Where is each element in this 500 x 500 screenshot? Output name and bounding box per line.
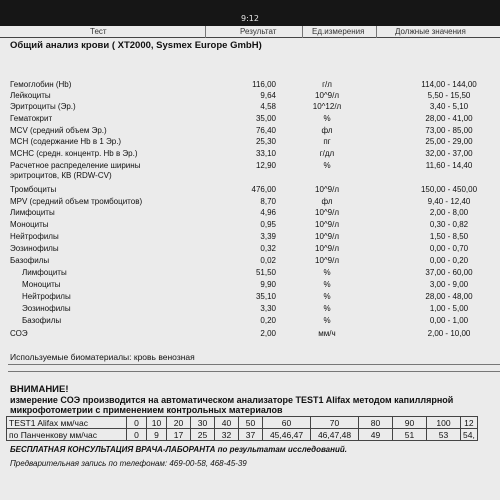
result-unit: мм/ч [318, 329, 336, 338]
result-value: 4,96 [260, 208, 276, 217]
lab-report-sheet [0, 26, 500, 500]
result-value: 116,00 [252, 80, 276, 89]
result-value: 2,00 [260, 329, 276, 338]
header-unit: Ед.измерения [312, 27, 365, 36]
soe-cell: 80 [359, 417, 393, 429]
soe-row-label: TEST1 Alifax мм/час [7, 417, 127, 429]
result-unit: фл [321, 126, 333, 135]
result-range: 5,50 - 15,50 [427, 91, 471, 100]
result-unit: пг [323, 137, 331, 146]
result-name: Лимфоциты [22, 268, 67, 277]
soe-cell: 30 [191, 417, 215, 429]
header-result: Результат [240, 27, 277, 36]
result-value: 3,39 [260, 232, 276, 241]
soe-cell: 51 [393, 429, 427, 441]
result-unit: 10^9/л [315, 220, 339, 229]
soe-cell: 100 [427, 417, 461, 429]
soe-cell: 49 [359, 429, 393, 441]
result-value: 9,90 [260, 280, 276, 289]
result-range: 1,50 - 8,50 [429, 232, 469, 241]
result-value: 8,70 [260, 197, 276, 206]
result-unit: % [323, 292, 331, 301]
soe-cell: 17 [167, 429, 191, 441]
result-unit: 10^9/л [315, 185, 339, 194]
result-name: Тромбоциты [10, 185, 57, 194]
status-clock: 9:12 [241, 14, 259, 23]
result-name: Лейкоциты [10, 91, 51, 100]
result-unit: г/дл [319, 149, 335, 158]
soe-cell: 46,47,48 [311, 429, 359, 441]
result-name: Базофилы [10, 256, 50, 265]
result-value: 0,95 [260, 220, 276, 229]
warning-line-2: микрофотометрии с применением контрольных материалов [10, 405, 283, 415]
result-range: 0,00 - 0,70 [429, 244, 469, 253]
result-name: МСН (содержание Hb в 1 Эр.) [10, 137, 122, 146]
result-name-cont: эритроцитов, КВ (RDW-CV) [10, 171, 112, 180]
result-range: 37,00 - 60,00 [425, 268, 473, 277]
result-name: Моноциты [22, 280, 61, 289]
result-value: 35,00 [255, 114, 276, 123]
soe-table-row [7, 429, 478, 441]
table-header [0, 26, 500, 38]
result-value: 0,20 [260, 316, 276, 325]
result-range: 73,00 - 85,00 [425, 126, 473, 135]
result-value: 476,00 [251, 185, 276, 194]
result-range: 9,40 - 12,40 [427, 197, 471, 206]
result-value: 0,32 [260, 244, 276, 253]
soe-cell: 32 [215, 429, 239, 441]
result-unit: 10^9/л [315, 91, 339, 100]
result-unit: 10^9/л [315, 244, 339, 253]
soe-table-row [7, 417, 478, 429]
soe-cell: 9 [147, 429, 167, 441]
warning-text [10, 395, 490, 415]
result-range: 114,00 - 144,00 [421, 80, 477, 89]
result-range: 32,00 - 37,00 [425, 149, 473, 158]
soe-cell: 0 [127, 429, 147, 441]
header-reference: Должные значения [395, 27, 466, 36]
result-name: Эозинофилы [22, 304, 71, 313]
result-unit: % [323, 114, 331, 123]
result-value: 33,10 [255, 149, 276, 158]
status-bar [0, 0, 500, 26]
result-name: Нейтрофилы [22, 292, 71, 301]
result-unit: фл [321, 197, 333, 206]
result-range: 3,40 - 5,10 [429, 102, 469, 111]
biomaterial-note: Используемые биоматериалы: кровь венозная [10, 352, 195, 362]
soe-cell: 53 [427, 429, 461, 441]
soe-cell: 0 [127, 417, 147, 429]
result-name: MCV (средний объем Эр.) [10, 126, 107, 135]
soe-cell: 50 [239, 417, 263, 429]
result-value: 4,58 [260, 102, 276, 111]
result-name: МСНС (средн. концентр. Hb в Эр.) [10, 149, 138, 158]
result-unit: % [323, 161, 331, 170]
result-range: 2,00 - 8,00 [429, 208, 469, 217]
soe-conversion-table [6, 416, 478, 441]
result-name: MPV (средний объем тромбоцитов) [10, 197, 143, 206]
result-range: 2,00 - 10,00 [427, 329, 471, 338]
soe-row-label: по Панченкову мм/час [7, 429, 127, 441]
soe-cell: 25 [191, 429, 215, 441]
footer-phones: Предварительная запись по телефонам: 469-00-58, 468-45-39 [10, 459, 247, 468]
soe-cell: 37 [239, 429, 263, 441]
soe-cell: 54, [461, 429, 478, 441]
result-range: 28,00 - 41,00 [425, 114, 473, 123]
result-name: Лимфоциты [10, 208, 55, 217]
soe-cell: 12 [461, 417, 478, 429]
result-range: 28,00 - 48,00 [425, 292, 473, 301]
result-name: Гематокрит [10, 114, 53, 123]
warning-title: ВНИМАНИЕ! [10, 384, 69, 395]
result-name: Гемоглобин (Hb) [10, 80, 72, 89]
result-name: Расчетное распределение ширины [10, 161, 141, 170]
result-unit: 10^9/л [315, 208, 339, 217]
result-range: 0,00 - 1,00 [429, 316, 469, 325]
soe-cell: 20 [167, 417, 191, 429]
result-unit: % [323, 316, 331, 325]
result-unit: % [323, 304, 331, 313]
result-value: 76,40 [255, 126, 276, 135]
section-title: Общий анализ крови ( XT2000, Sysmex Europe GmbH) [10, 40, 262, 51]
soe-cell: 40 [215, 417, 239, 429]
result-unit: г/л [322, 80, 332, 89]
result-range: 150,00 - 450,00 [420, 185, 478, 194]
result-name: Нейтрофилы [10, 232, 59, 241]
result-unit: 10^9/л [315, 256, 339, 265]
result-range: 11,60 - 14,40 [425, 161, 473, 170]
result-range: 0,30 - 0,82 [429, 220, 469, 229]
result-name: СОЭ [10, 329, 28, 338]
soe-cell: 70 [311, 417, 359, 429]
result-value: 51,50 [255, 268, 276, 277]
result-name: Эритроциты (Эр.) [10, 102, 76, 111]
header-test: Тест [90, 27, 107, 36]
warning-line-1: измерение СОЭ производится на автоматическом анализаторе TEST1 Alifax методом капиллярной [10, 395, 454, 405]
footer-consultation: БЕСПЛАТНАЯ КОНСУЛЬТАЦИЯ ВРАЧА-ЛАБОРАНТА по результатам исследований. [10, 445, 347, 454]
result-name: Базофилы [22, 316, 62, 325]
result-unit: 10^12/л [312, 102, 342, 111]
result-range: 25,00 - 29,00 [425, 137, 473, 146]
result-name: Эозинофилы [10, 244, 59, 253]
result-unit: % [323, 280, 331, 289]
soe-cell: 10 [147, 417, 167, 429]
result-range: 0,00 - 0,20 [429, 256, 469, 265]
result-value: 3,30 [260, 304, 276, 313]
result-range: 3,00 - 9,00 [429, 280, 469, 289]
soe-cell: 60 [263, 417, 311, 429]
result-value: 25,30 [255, 137, 276, 146]
result-range: 1,00 - 5,00 [429, 304, 469, 313]
result-value: 9,64 [260, 91, 276, 100]
soe-cell: 90 [393, 417, 427, 429]
result-unit: 10^9/л [315, 232, 339, 241]
result-unit: % [323, 268, 331, 277]
result-name: Моноциты [10, 220, 49, 229]
result-value: 12,90 [255, 161, 276, 170]
result-value: 35,10 [255, 292, 276, 301]
soe-cell: 45,46,47 [263, 429, 311, 441]
result-value: 0,02 [260, 256, 276, 265]
